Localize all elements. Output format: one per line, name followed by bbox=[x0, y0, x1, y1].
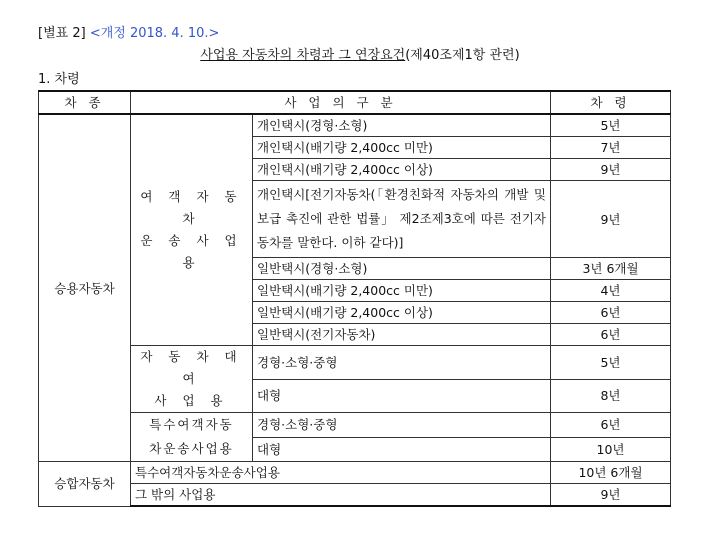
table-row bbox=[39, 346, 671, 380]
row-age: 6년 bbox=[551, 324, 671, 346]
table-row bbox=[39, 462, 671, 484]
row-desc: 특수여객자동차운송사업용 bbox=[131, 462, 551, 484]
title-reference: (제40조제1항 관련) bbox=[405, 48, 520, 63]
row-age: 5년 bbox=[551, 114, 671, 137]
row-desc: 경형·소형·중형 bbox=[253, 346, 551, 380]
document-title bbox=[0, 44, 720, 63]
group-rental: 자 동 차 대 여 사 업 용 bbox=[131, 346, 253, 413]
row-desc: 경형·소형·중형 bbox=[253, 413, 551, 438]
category-passenger-car: 승용자동차 bbox=[39, 114, 131, 462]
row-age: 9년 bbox=[551, 181, 671, 258]
row-desc: 일반택시(배기량 2,400cc 이상) bbox=[253, 302, 551, 324]
vehicle-age-table bbox=[38, 90, 671, 507]
row-age: 5년 bbox=[551, 346, 671, 380]
header-business-type: 사 업 의 구 분 bbox=[131, 91, 551, 114]
table-row bbox=[39, 114, 671, 137]
table-row bbox=[39, 484, 671, 507]
row-age: 4년 bbox=[551, 280, 671, 302]
row-age: 9년 bbox=[551, 159, 671, 181]
header-vehicle-kind: 차 종 bbox=[39, 91, 131, 114]
table-header-row bbox=[39, 91, 671, 114]
row-age: 8년 bbox=[551, 379, 671, 413]
title-main: 사업용 자동차의 차령과 그 연장요건 bbox=[200, 48, 406, 63]
group-special-transport: 특수여객자동 차운송사업용 bbox=[131, 413, 253, 462]
row-desc: 일반택시(배기량 2,400cc 미만) bbox=[253, 280, 551, 302]
group-passenger-transport: 여 객 자 동 차 운 송 사 업 용 bbox=[131, 114, 253, 346]
row-desc: 개인택시(배기량 2,400cc 이상) bbox=[253, 159, 551, 181]
row-desc: 그 밖의 사업용 bbox=[131, 484, 551, 507]
category-van: 승합자동차 bbox=[39, 462, 131, 507]
revision-date-link[interactable]: <개정 2018. 4. 10.> bbox=[89, 26, 220, 41]
row-age: 10년 bbox=[551, 437, 671, 462]
row-age: 7년 bbox=[551, 137, 671, 159]
table-row bbox=[39, 413, 671, 438]
row-age: 3년 6개월 bbox=[551, 258, 671, 280]
row-desc: 대형 bbox=[253, 379, 551, 413]
row-age: 10년 6개월 bbox=[551, 462, 671, 484]
row-desc: 개인택시(배기량 2,400cc 미만) bbox=[253, 137, 551, 159]
section-heading: 1. 차령 bbox=[38, 72, 80, 87]
header-vehicle-age: 차 령 bbox=[551, 91, 671, 114]
row-desc: 대형 bbox=[253, 437, 551, 462]
row-desc: 개인택시[전기자동차(「환경친화적 자동차의 개발 및 보급 촉진에 관한 법률」 제2조제3호에 따른 전기자동차를 말한다. 이하 같다)] bbox=[253, 181, 551, 258]
row-desc: 일반택시(전기자동차) bbox=[253, 324, 551, 346]
row-age: 9년 bbox=[551, 484, 671, 507]
row-desc: 개인택시(경형·소형) bbox=[253, 114, 551, 137]
table-reference bbox=[38, 22, 219, 41]
row-age: 6년 bbox=[551, 302, 671, 324]
table-number: [별표 2] bbox=[38, 26, 86, 41]
row-desc: 일반택시(경형·소형) bbox=[253, 258, 551, 280]
row-age: 6년 bbox=[551, 413, 671, 438]
